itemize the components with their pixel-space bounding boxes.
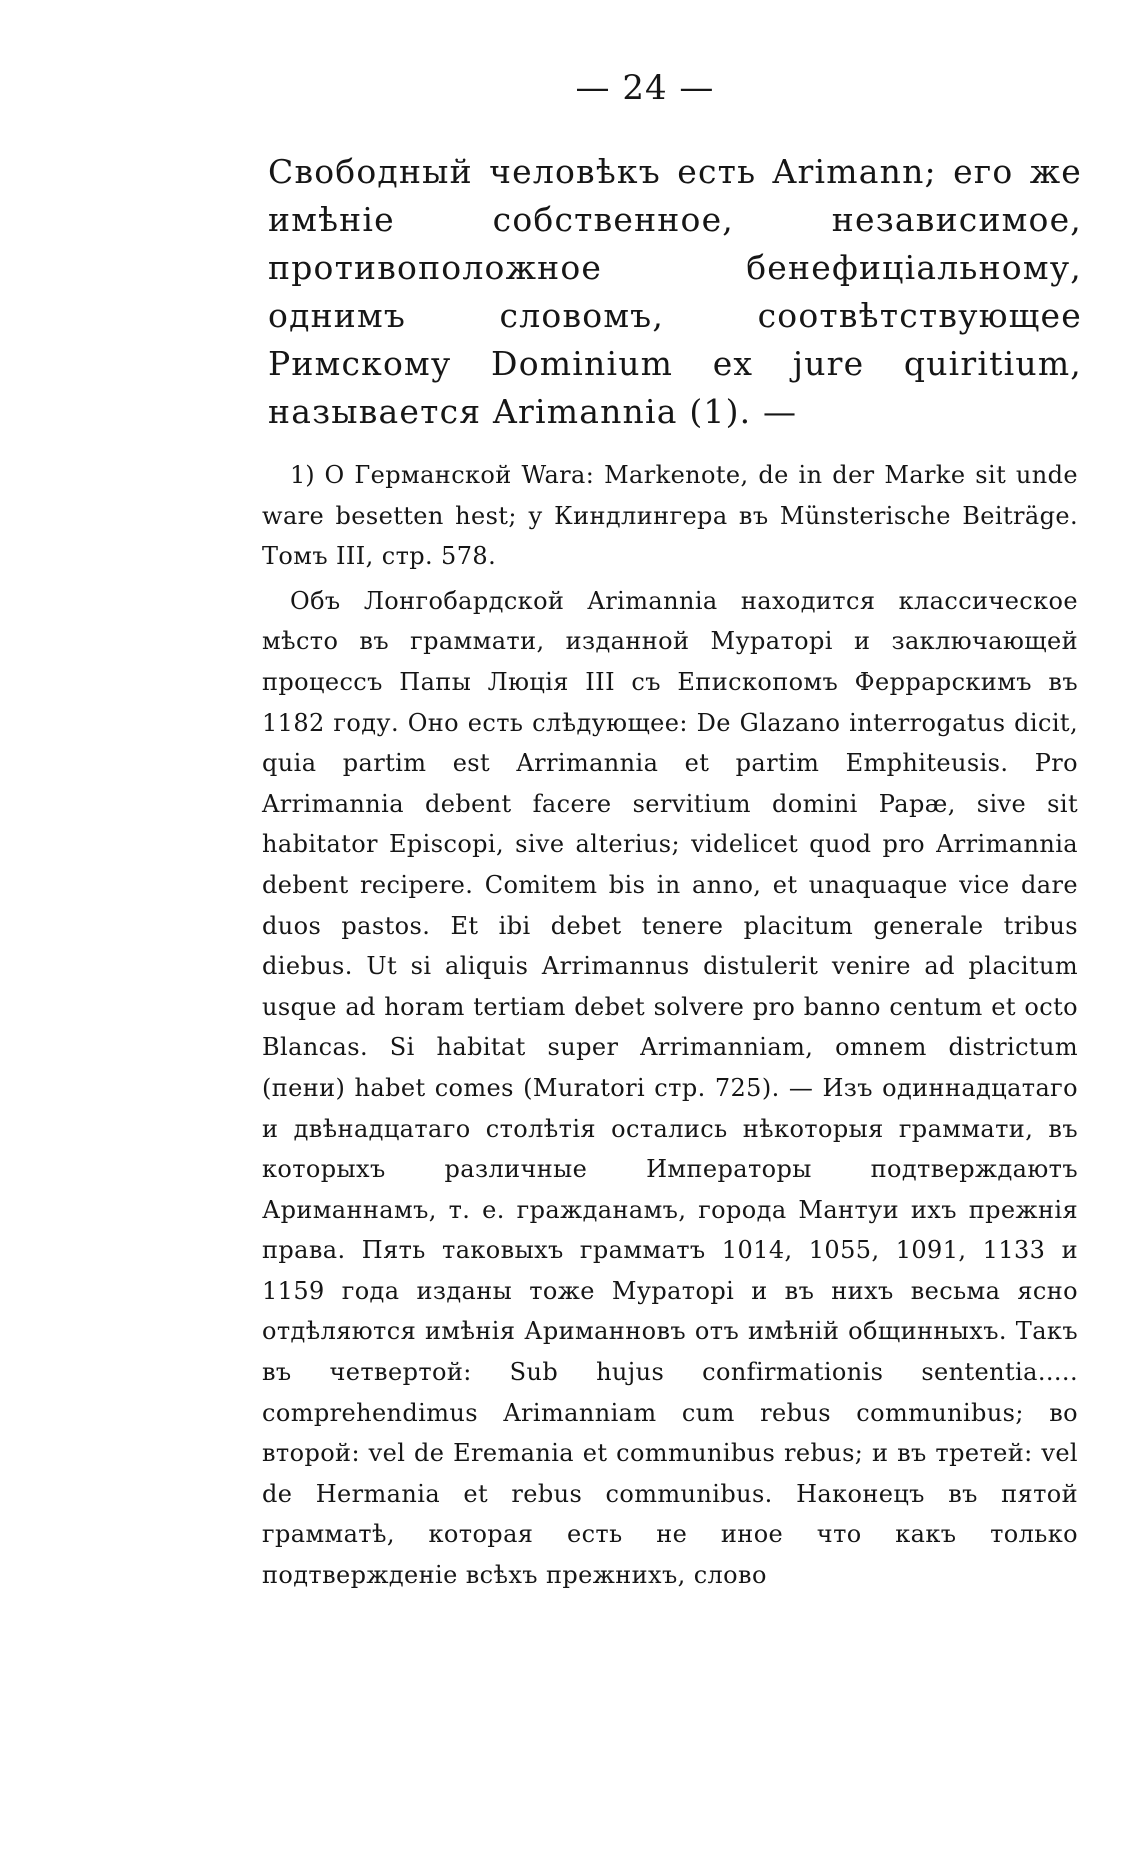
page-number: — 24 — <box>575 68 715 108</box>
footnotes <box>262 455 1078 1596</box>
footnote-1 <box>262 455 1078 577</box>
footnote-continuation: Объ Лонгобардской Arimannia находится классическое мѣсто въ граммати, изданной Мураторі и заключающей процессъ Папы Люція III съ Епископомъ Феррарскимъ въ 1182 году. Оно есть слѣдующее: De Glazano interrogatus dicit, quia partim est Arrimannia et partim Emphiteusis. Pro Arrimannia debent facere servitium domini Papæ, sive sit habitator Episcopi, sive alterius; videlicet quod pro Arrimannia debent recipere. Comitem bis in anno, et unaquaque vice dare duos pastos. Et ibi debet tenere placitum generale tribus diebus. Ut si aliquis Arrimannus distulerit venire ad placitum usque ad horam tertiam debet solvere pro banno centum et octo Blancas. Si habitat super Arrimanniam, omnem districtum (пени) habet comes (Muratori стр. 725). — Изъ одиннадцатаго и двѣнадцатаго столѣтія остались нѣкоторыя граммати, въ которыхъ различные Императоры подтверждаютъ Ариманнамъ, т. е. гражданамъ, города Мантуи ихъ прежнія права. Пять таковыхъ грамматъ 1014, 1055, 1091, 1133 и 1159 года изданы тоже Мураторі и въ нихъ весьма ясно отдѣляются имѣнія Ариманновъ отъ имѣній общинныхъ. Такъ въ четвертой: Sub hujus confirmationis sententia..... comprehendimus Arimanniam cum rebus communibus; во второй: vel de Eremania et communibus rebus; и въ третей: vel de Hermania et rebus communibus. Наконецъ въ пятой грамматѣ, которая есть не иное что какъ только подтвержденіе всѣхъ прежнихъ, слово <box>262 586 1078 1590</box>
footnote-marker: 1) <box>290 461 315 489</box>
footnote-text: О Германской Wara: Markenote, de in der Marke sit unde ware besetten hest; у Киндлингера въ Münsterische Beiträge. Томъ III, стр. 578. <box>262 461 1079 571</box>
main-paragraph: Свободный человѣкъ есть Arimann; его же имѣніе собственное, независимое, противоположное бенефиціальному, однимъ словомъ, соотвѣтствующее Римскому Dominium ex jure quiritium, называется Arimannia (1). — <box>268 152 1082 431</box>
